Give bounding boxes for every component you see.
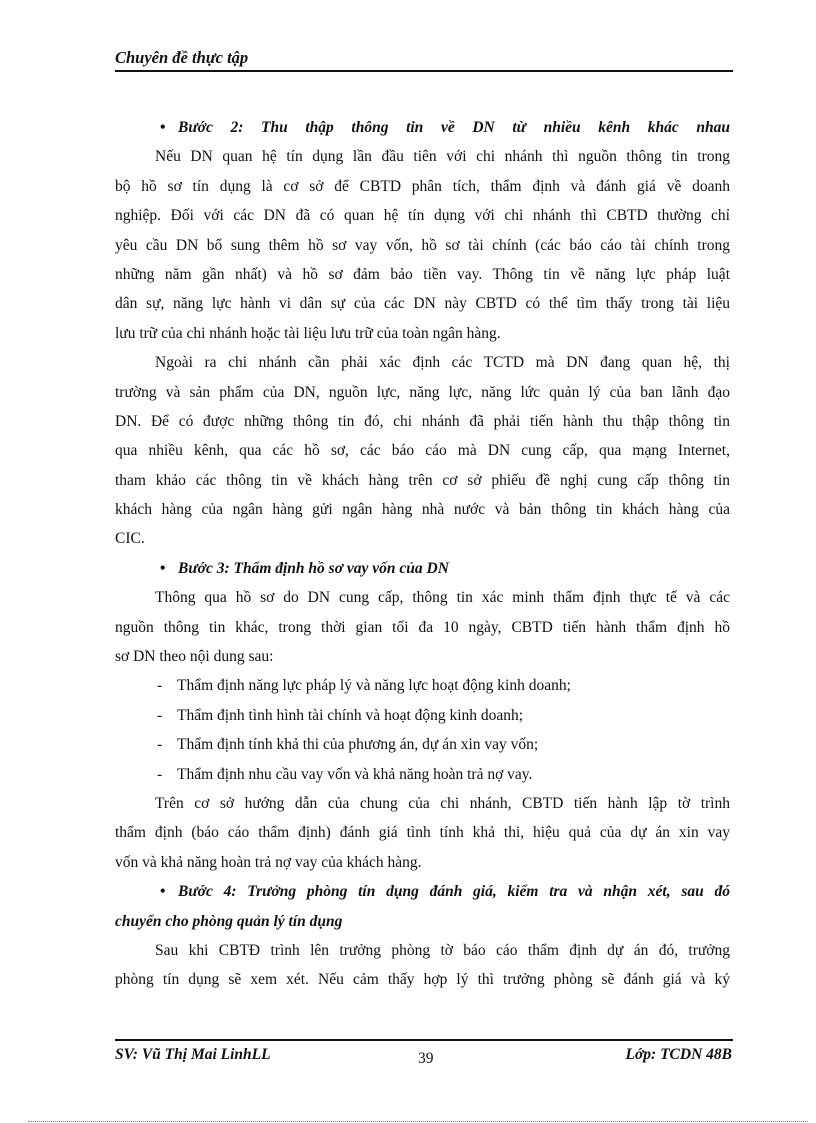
paragraph-line: Ngoài ra chi nhánh cần phải xác định các TCTD mà DN đang quan hệ, thị	[155, 354, 730, 372]
paragraph-line: dân sự, năng lực hành vi dân sự của các DN này CBTD có thể tìm thấy trong tài liệu	[115, 295, 730, 313]
paragraph-line: trường và sản phẩm của DN, nguồn lực, năng lực, năng lức quản lý của ban lãnh đạo	[115, 383, 730, 401]
list-item-text: Thẩm định tính khả thi của phương án, dự án xin vay vốn;	[177, 736, 539, 754]
step3-heading	[115, 554, 730, 583]
bullet-icon: •	[160, 883, 166, 901]
list-item	[115, 671, 730, 700]
paragraph-line: Trên cơ sở hướng dẫn của chung của chi nhánh, CBTD tiến hành lập tờ trình	[155, 794, 730, 812]
step2-heading	[115, 113, 730, 142]
page-number: 39	[418, 1050, 434, 1067]
list-item-text: Thẩm định tình hình tài chính và hoạt động kinh doanh;	[177, 706, 524, 724]
paragraph-line: nguồn thông tin khác, trong thời gian tối đa 10 ngày, CBTD tiến hành thẩm định hồ	[115, 618, 730, 636]
dash-marker: -	[157, 677, 163, 695]
paragraph-line: nghiệp. Đối với các DN đã có quan hệ tín dụng với chi nhánh thì CBTD thường chỉ	[115, 207, 730, 225]
step2-heading-text: Bước 2: Thu thập thông tin về DN từ nhiều kênh khác nhau	[178, 119, 730, 136]
list-item	[115, 701, 730, 730]
paragraph-line: Sau khi CBTĐ trình lên trưởng phòng tờ báo cáo thẩm định dự án đó, trưởng	[155, 941, 730, 959]
list-item-text: Thẩm định năng lực pháp lý và năng lực hoạt động kinh doanh;	[177, 677, 571, 695]
paragraph-line: DN. Để có được những thông tin đó, chi nhánh đã phải tiến hành thu thập thông tin	[115, 412, 730, 430]
dash-marker: -	[157, 736, 163, 754]
paragraph-line: vốn và khả năng hoàn trả nợ vay của khách hàng.	[115, 853, 422, 871]
paragraph-line: lưu trữ của chi nhánh hoặc tài liệu lưu trữ của toàn ngân hàng.	[115, 324, 501, 342]
dash-marker: -	[157, 765, 163, 783]
paragraph-line: sơ DN theo nội dung sau:	[115, 648, 274, 666]
step3-heading-text: Bước 3: Thẩm định hồ sơ vay vốn của DN	[178, 559, 449, 577]
paragraph-line: CIC.	[115, 530, 145, 548]
paragraph-line: thẩm định (báo cáo thẩm định) đánh giá tình tính khả thi, hiệu quả của dự án xin vay	[115, 824, 730, 842]
footer-class: Lớp: TCDN 48B	[625, 1046, 732, 1063]
paragraph-line: Nếu DN quan hệ tín dụng lần đầu tiên với chi nhánh thì nguồn thông tin trong	[155, 148, 730, 166]
paragraph-line: Thông qua hồ sơ do DN cung cấp, thông tin xác minh thẩm định thực tế và các	[155, 589, 730, 607]
step4-heading	[115, 877, 730, 906]
list-item-text: Thẩm định nhu cầu vay vốn và khả năng hoàn trả nợ vay.	[177, 765, 533, 783]
paragraph-line: tham khảo các thông tin về khách hàng trên cơ sở phiếu đề nghị cung cấp thông tin	[115, 471, 730, 489]
dash-marker: -	[157, 706, 163, 724]
footer-rule	[115, 1039, 733, 1041]
list-item	[115, 730, 730, 759]
page-body	[115, 113, 730, 995]
paragraph-line: bộ hồ sơ tín dụng là cơ sở để CBTD phân tích, thẩm định và đánh giá về doanh	[115, 177, 730, 195]
paragraph-line: những năm gần nhất) và hồ sơ đảm bảo tiền vay. Thông tin về năng lực pháp luật	[115, 265, 730, 283]
bullet-icon: •	[160, 559, 166, 577]
bullet-icon: •	[160, 119, 166, 136]
paragraph-line: khách hàng của ngân hàng gửi ngân hàng nhà nước và bản thông tin khách hàng của	[115, 501, 730, 519]
paragraph-line: yêu cầu DN bổ sung thêm hồ sơ vay vốn, hồ sơ tài chính (các báo cáo tài chính trong	[115, 236, 730, 254]
paragraph-line: qua nhiều kênh, qua các hồ sơ, các báo cáo mà DN cung cấp, qua mạng Internet,	[115, 442, 730, 460]
step4-heading-text: Bước 4: Trưởng phòng tín dụng đánh giá, kiểm tra và nhận xét, sau đó	[178, 883, 730, 901]
step4-heading-continuation: chuyển cho phòng quản lý tín dụng	[115, 912, 343, 930]
list-item	[115, 760, 730, 789]
footer-student: SV: Vũ Thị Mai LinhLL	[115, 1046, 271, 1063]
bottom-dotted-rule	[28, 1121, 808, 1122]
header-rule	[115, 70, 733, 72]
paragraph-line: phòng tín dụng sẽ xem xét. Nếu cảm thấy hợp lý thì trưởng phòng sẽ đánh giá và ký	[115, 971, 730, 989]
header-title: Chuyên đề thực tập	[115, 48, 249, 67]
